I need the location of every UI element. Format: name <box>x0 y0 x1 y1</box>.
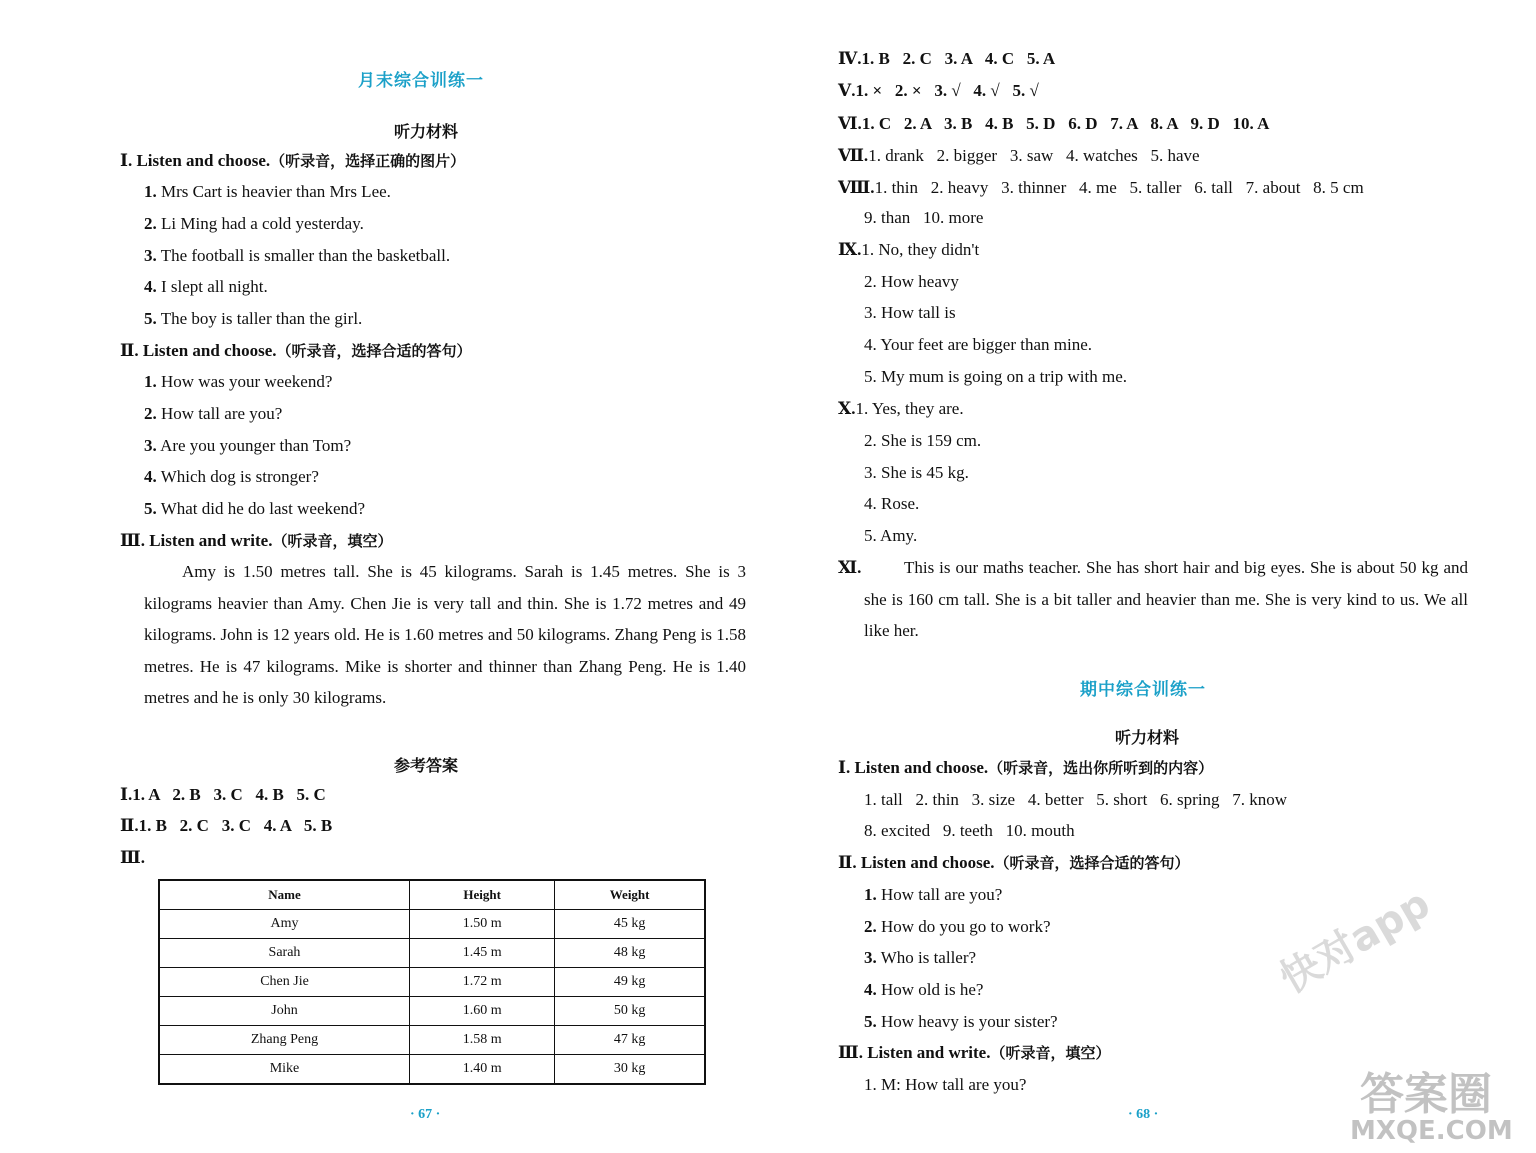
table-cell: Mike <box>159 1055 409 1085</box>
section-heading: Ⅱ. Listen and choose.（听录音，选择合适的答句） <box>120 341 472 360</box>
answer-line: 2. How heavy <box>864 272 959 291</box>
section-heading: Ⅰ. Listen and choose.（听录音，选出你所听到的内容） <box>838 758 1214 777</box>
table-cell: 48 kg <box>555 939 705 968</box>
table-row <box>159 939 705 968</box>
listening-title: 听力材料 <box>394 122 459 141</box>
table-cell: Amy <box>159 910 409 939</box>
list-item: 5. The boy is taller than the girl. <box>144 309 363 328</box>
list-item: 2. How do you go to work? <box>864 917 1051 936</box>
watermark-app: 快对app <box>1272 880 1438 1003</box>
answer-line: 5. My mum is going on a trip with me. <box>864 367 1128 386</box>
list-item: 4. I slept all night. <box>144 277 268 296</box>
table-cell: 49 kg <box>555 968 705 997</box>
table-header: Weight <box>555 880 705 910</box>
page-number: · 67 · <box>410 1107 441 1122</box>
table-cell: 1.58 m <box>409 1026 554 1055</box>
list-item: 1. How was your weekend? <box>144 372 333 391</box>
table-cell: John <box>159 997 409 1026</box>
table-row <box>159 968 705 997</box>
list-item: 2. How tall are you? <box>144 404 283 423</box>
watermark-site: MXQE.COM <box>1350 1116 1513 1146</box>
table-cell: Sarah <box>159 939 409 968</box>
table-row <box>159 910 705 939</box>
section-heading: Ⅱ. Listen and choose.（听录音，选择合适的答句） <box>838 853 1190 872</box>
answer-line: Ⅴ.1. × 2. × 3. √ 4. √ 5. √ <box>838 81 1039 100</box>
table-cell: Chen Jie <box>159 968 409 997</box>
list-item: 3. Are you younger than Tom? <box>144 436 352 455</box>
right-page <box>768 0 1536 1153</box>
answer-line: Ⅲ. <box>120 848 145 867</box>
list-item: 4. Which dog is stronger? <box>144 467 319 486</box>
answer-line: 2. She is 159 cm. <box>864 431 982 450</box>
list-item: 1. How tall are you? <box>864 885 1003 904</box>
table-cell: 1.50 m <box>409 910 554 939</box>
list-item: 3. Who is taller? <box>864 948 977 967</box>
section-label: Ⅺ. <box>838 558 862 577</box>
table-header: Name <box>159 880 409 910</box>
answer-line: Ⅵ.1. C 2. A 3. B 4. B 5. D 6. D 7. A 8. A 9. D 10. A <box>838 114 1270 133</box>
answer-line: 3. She is 45 kg. <box>864 463 969 482</box>
listening-title: 听力材料 <box>1115 728 1180 747</box>
answer-line: 4. Your feet are bigger than mine. <box>864 335 1093 354</box>
list-item: 3. The football is smaller than the basketball. <box>144 246 451 265</box>
answer-line: Ⅱ.1. B 2. C 3. C 4. A 5. B <box>120 816 333 835</box>
answer-line: 5. Amy. <box>864 526 918 545</box>
table-cell: 1.60 m <box>409 997 554 1026</box>
table-header-row <box>159 880 705 910</box>
list-item: 5. How heavy is your sister? <box>864 1012 1058 1031</box>
word-list: 8. excited 9. teeth 10. mouth <box>864 821 1075 840</box>
list-item: 1. Mrs Cart is heavier than Mrs Lee. <box>144 182 391 201</box>
answer-line: Ⅷ.1. thin 2. heavy 3. thinner 4. me 5. taller 6. tall 7. about 8. 5 cm <box>838 178 1364 197</box>
answer-line: Ⅳ.1. B 2. C 3. A 4. C 5. A <box>838 49 1056 68</box>
table-cell: 1.72 m <box>409 968 554 997</box>
table-cell: 1.40 m <box>409 1055 554 1085</box>
answer-line: 3. How tall is <box>864 303 956 322</box>
table-cell: 30 kg <box>555 1055 705 1085</box>
answer-line: 4. Rose. <box>864 494 920 513</box>
table-row <box>159 1055 705 1085</box>
section-heading: Ⅲ. Listen and write.（听录音，填空） <box>120 531 393 550</box>
table-cell: 45 kg <box>555 910 705 939</box>
table-cell: 1.45 m <box>409 939 554 968</box>
list-item: 4. How old is he? <box>864 980 984 999</box>
watermark-logo: 答案圈 <box>1360 1069 1492 1120</box>
table-cell: 50 kg <box>555 997 705 1026</box>
section-heading: Ⅰ. Listen and choose.（听录音，选择正确的图片） <box>120 151 466 170</box>
page-number: · 68 · <box>1128 1107 1159 1122</box>
answer-line: Ⅶ.1. drank 2. bigger 3. saw 4. watches 5. have <box>838 146 1200 165</box>
listening-paragraph: Amy is 1.50 metres tall. She is 45 kilograms. Sarah is 1.45 metres. She is 3 kilograms heavier than Amy. Chen Jie is very tall and thin. She is 1.72 metres and 49 kilograms. John is 12 years old. He is 1.60 metres and 50 kilograms. Zhang Peng is 1.58 metres. He is 47 kilograms. Mike is shorter and thinner than Zhang Peng. He is 1.40 metres and he is only 30 kilograms. <box>144 562 746 707</box>
answer-line: Ⅰ.1. A 2. B 3. C 4. B 5. C <box>120 785 326 804</box>
table-header: Height <box>409 880 554 910</box>
answer-paragraph: This is our maths teacher. She has short hair and big eyes. She is about 50 kg and she is 160 cm tall. She is a bit taller and heavier than me. She is very kind to us. We all like her. <box>864 558 1468 640</box>
list-item: 5. What did he do last weekend? <box>144 499 366 518</box>
table-row <box>159 997 705 1026</box>
answer-line: 9. than 10. more <box>864 208 984 227</box>
section-title: 月末综合训练一 <box>358 71 484 91</box>
table-row <box>159 1026 705 1055</box>
section-title: 期中综合训练一 <box>1080 680 1206 700</box>
answer-line: Ⅹ.1. Yes, they are. <box>838 399 964 418</box>
answers-title: 参考答案 <box>394 756 459 775</box>
dialogue-line: 1. M: How tall are you? <box>864 1075 1027 1094</box>
answer-line: Ⅸ.1. No, they didn't <box>838 240 980 259</box>
list-item: 2. Li Ming had a cold yesterday. <box>144 214 364 233</box>
table-cell: 47 kg <box>555 1026 705 1055</box>
answer-table <box>158 879 706 1085</box>
word-list: 1. tall 2. thin 3. size 4. better 5. short 6. spring 7. know <box>864 790 1288 809</box>
section-heading: Ⅲ. Listen and write.（听录音，填空） <box>838 1043 1111 1062</box>
table-cell: Zhang Peng <box>159 1026 409 1055</box>
